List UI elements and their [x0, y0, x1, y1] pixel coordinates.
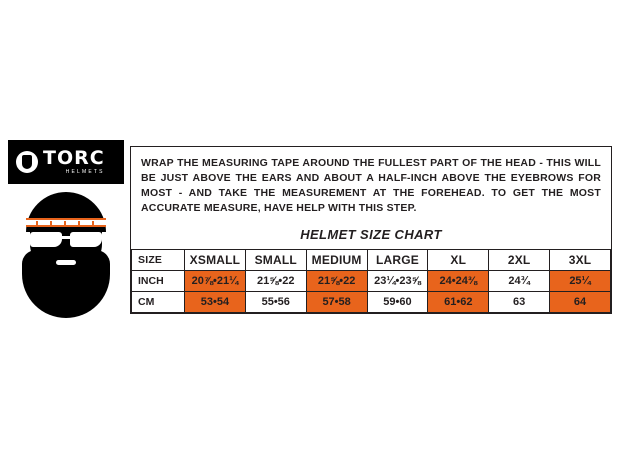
table-row — [132, 292, 611, 313]
inch-large: 23¼•23⅝ — [367, 271, 428, 292]
header-small: SMALL — [245, 250, 306, 271]
logo-subtext: HELMETS — [65, 169, 105, 175]
brand-block — [8, 140, 124, 320]
torc-logo — [8, 140, 124, 184]
header-2xl: 2XL — [489, 250, 550, 271]
inch-medium: 21⅝•22 — [306, 271, 367, 292]
cm-xl: 61•62 — [428, 292, 489, 313]
table-header-row — [132, 250, 611, 271]
cm-2xl: 63 — [489, 292, 550, 313]
bearded-rider-illustration — [12, 192, 120, 318]
header-3xl: 3XL — [550, 250, 611, 271]
header-large: LARGE — [367, 250, 428, 271]
cm-small: 55•56 — [245, 292, 306, 313]
cm-3xl: 64 — [550, 292, 611, 313]
mouth-shape — [56, 260, 76, 265]
cm-medium: 57•58 — [306, 292, 367, 313]
inch-xsmall: 20⅞•21¼ — [185, 271, 246, 292]
cm-large: 59•60 — [367, 292, 428, 313]
torc-circle-helmet-icon — [16, 151, 38, 173]
inch-3xl: 25¼ — [550, 271, 611, 292]
chart-title: HELMET SIZE CHART — [300, 227, 442, 242]
header-xl: XL — [428, 250, 489, 271]
headband-shape — [26, 218, 106, 227]
header-medium: MEDIUM — [306, 250, 367, 271]
sunglasses-icon — [28, 232, 104, 247]
row-label-inch: INCH — [132, 271, 185, 292]
helmet-size-table — [131, 249, 611, 313]
row-label-cm: CM — [132, 292, 185, 313]
mustache-shape — [46, 251, 86, 260]
header-xsmall: XSMALL — [185, 250, 246, 271]
size-chart-panel — [130, 146, 612, 314]
inch-small: 21⅝•22 — [245, 271, 306, 292]
measuring-instructions: WRAP THE MEASURING TAPE AROUND THE FULLEST PART OF THE HEAD - THIS WILL BE JUST ABOVE THE EARS AND ABOUT A HALF-INCH ABOVE THE EYEBROWS FOR MOST - AND TAKE THE MEASUREMENT AT THE FOREHEAD. TO GET THE MOST ACCURATE MEASURE, HAVE HELP WITH THIS STEP. — [141, 157, 601, 214]
logo-wordmark: TORC — [43, 147, 105, 169]
cm-xsmall: 53•54 — [185, 292, 246, 313]
table-row — [132, 271, 611, 292]
header-size: SIZE — [132, 250, 185, 271]
inch-2xl: 24¾ — [489, 271, 550, 292]
inch-xl: 24•24⅜ — [428, 271, 489, 292]
